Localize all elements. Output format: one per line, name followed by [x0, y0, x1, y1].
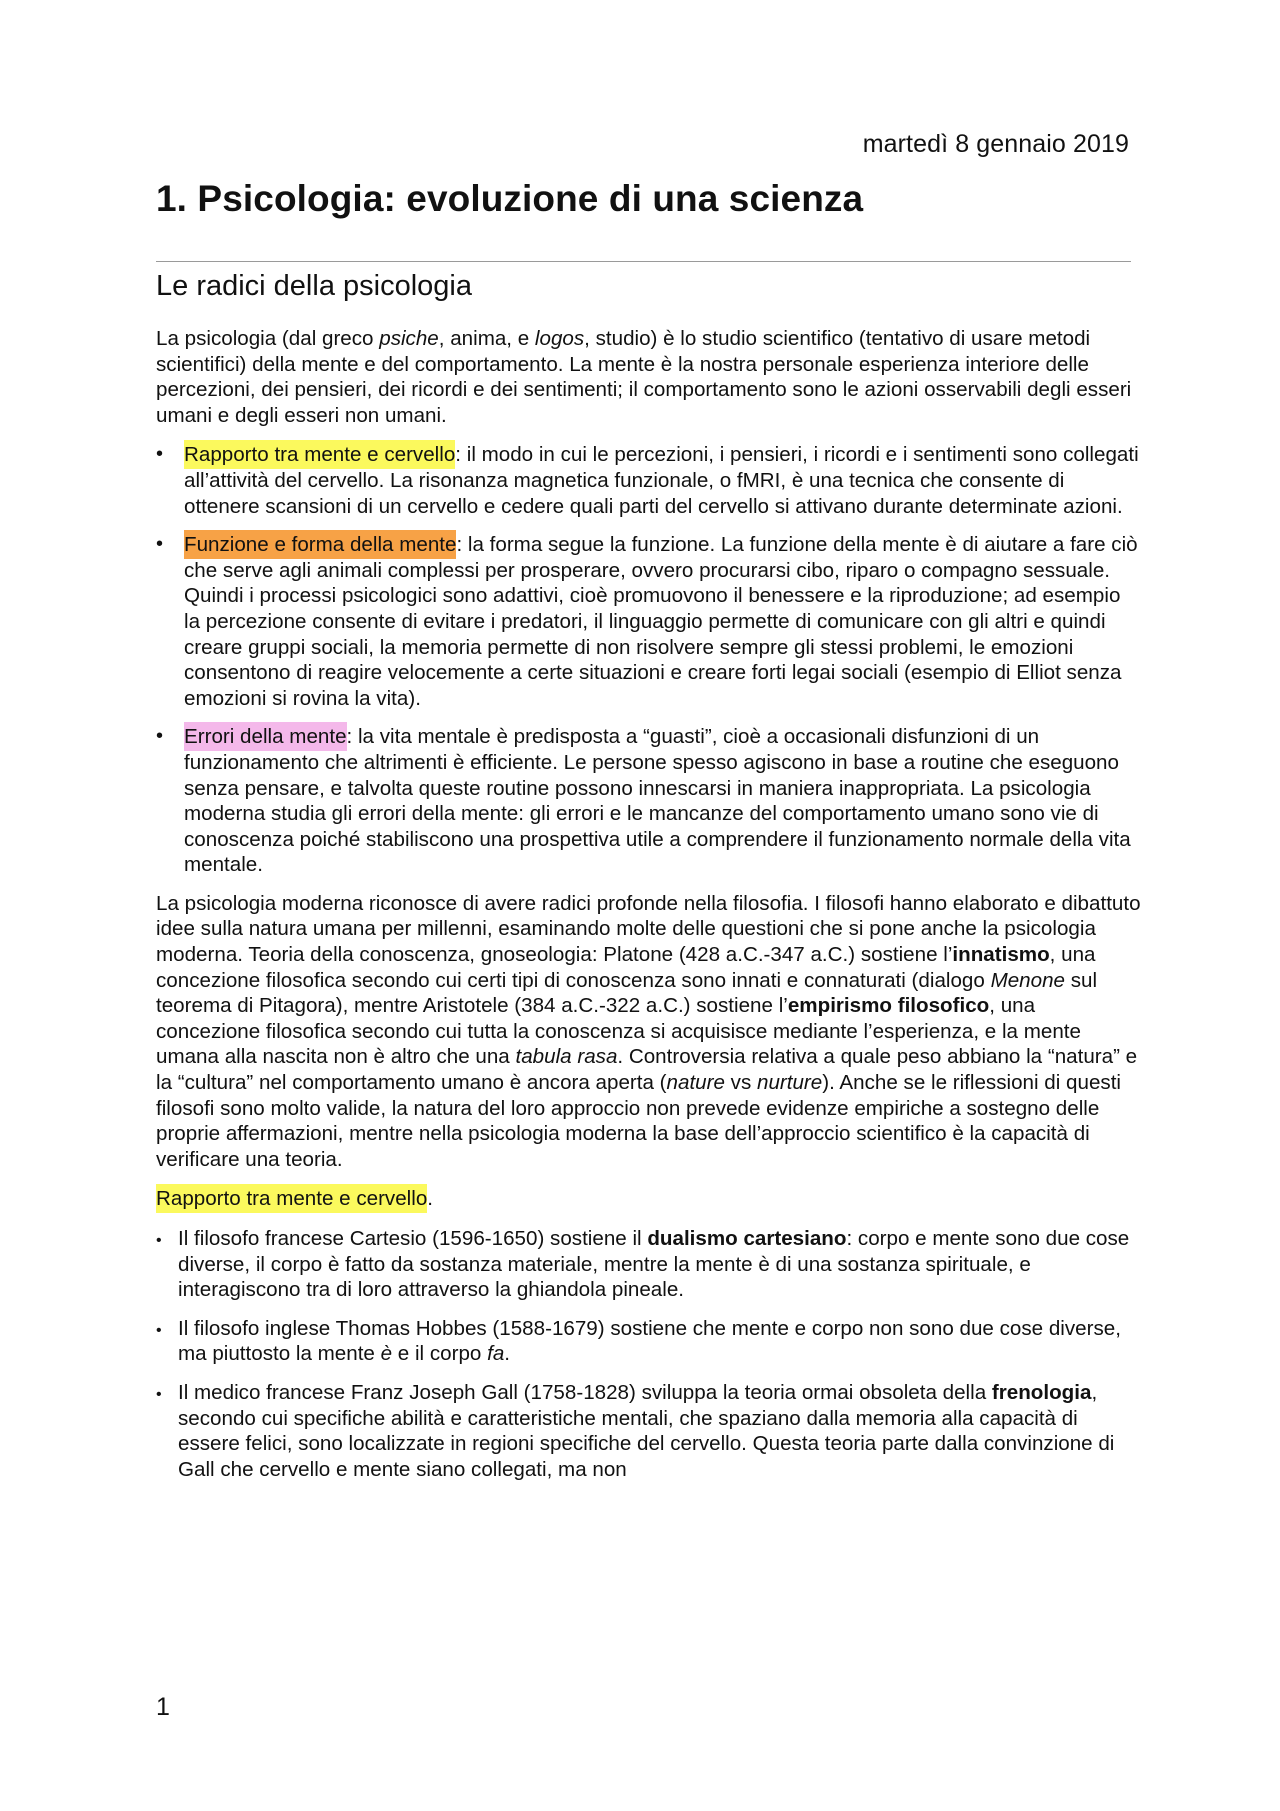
highlight-label: Funzione e forma della mente	[184, 530, 456, 559]
intro-text: , anima, e	[438, 327, 535, 350]
intro-text: , studio) è lo studio scientifico (tentativo di usare metodi scientifici) della mente e del comportamento. La mente è la nostra personale esperienza interiore delle percezioni, dei pensieri, dei ricordi e dei sentimenti; il comportamento sono le azioni osservabili degli esseri umani e degli esseri non umani.	[156, 327, 1132, 427]
italic-term: nurture	[756, 1071, 823, 1095]
highlight-label: Errori della mente	[184, 722, 347, 751]
intro-text: La psicologia (dal greco	[156, 327, 380, 350]
list-item-text: : la forma segue la funzione. La funzione della mente è di aiutare a fare ciò che serve agli animali complessi per prosperare, ovvero procurarsi cibo, riparo o compagno sessuale. Quindi i processi psicologici sono adattivi, cioè promuovono il benessere e la riproduzione; ad esempio la percezione consente di evitare i predatori, il linguaggio permette di comunicare con gli altri e quindi creare gruppi sociali, la memoria permette di non risolvere sempre gli stessi problemi, le emozioni consentono di reagire velocemente a certe situazioni e creare forti legai sociali (esempio di Elliot senza emozioni si rovina la vita).	[184, 533, 1138, 710]
document-date: martedì 8 gennaio 2019	[862, 130, 1129, 158]
list-item-text: : corpo e mente sono due cose diverse, il corpo è fatto da sostanza materiale, mentre la mente è di una sostanza spirituale, e interagiscono tra di loro attraverso la ghiandola pineale.	[178, 1227, 1130, 1302]
intro-italic-term: logos	[534, 327, 585, 350]
subheading-suffix: .	[427, 1187, 434, 1211]
highlight-label: Rapporto tra mente e cervello	[184, 440, 455, 469]
bold-term: dualismo cartesiano	[647, 1227, 847, 1250]
philosophy-paragraph	[156, 891, 1141, 1173]
page-number: 1	[156, 1693, 170, 1721]
list-item	[156, 1226, 1141, 1303]
section-title: Le radici della psicologia	[156, 270, 472, 302]
paragraph-text: vs	[724, 1071, 757, 1095]
list-item	[156, 1316, 1141, 1367]
list-item	[156, 1380, 1141, 1482]
bold-term: frenologia	[991, 1380, 1092, 1404]
list-item-text: , secondo cui specifiche abilità e caratteristiche mentali, che spaziano dalla memoria alla capacità di essere felici, sono localizzate in regioni specifiche del cervello. Questa teoria parte dalla convinzione di Gall che cervello e mente siano collegati, ma non	[178, 1380, 1115, 1481]
list-item-text: Il filosofo inglese Thomas Hobbes (1588-1679) sostiene che mente e corpo non sono due cose diverse, ma piuttosto la mente	[178, 1316, 1121, 1366]
paragraph-text: ). Anche se le riflessioni di questi filosofi sono molto valide, la natura del loro approccio non prevede evidenze empiriche a sostegno delle proprie affermazioni, mentre nella psicologia moderna la base dell’approccio scientifico è la capacità di verificare una teoria.	[156, 1071, 1122, 1171]
paragraph-text: , una concezione filosofica secondo cui tutta la conoscenza si acquisisce mediante l’esperienza, e la mente umana alla nascita non è altro che una	[156, 994, 1081, 1069]
paragraph-text: . Controversia relativa a quale peso abbiano la “natura” e la “cultura” nel comportamento umano è ancora aperta (	[156, 1045, 1138, 1095]
bold-term: innatismo	[952, 943, 1050, 967]
italic-term: Menone	[990, 968, 1065, 992]
italic-term: nature	[666, 1071, 725, 1095]
list-item-text: : la vita mentale è predisposta a “guasti”, cioè a occasionali disfunzioni di un funzionamento che altrimenti è efficiente. Le persone spesso agiscono in base a routine che eseguono senza pensare, e talvolta queste routine possono innescarsi in maniera inappropriata. La psicologia moderna studia gli errori della mente: gli errori e le mancanze del comportamento umano sono vie di conoscenza poiché stabiliscono una prospettiva utile a comprendere il funzionamento normale della vita mentale.	[184, 725, 1131, 877]
chapter-title: 1. Psicologia: evoluzione di una scienza	[156, 178, 864, 219]
list-item	[156, 442, 1141, 519]
concepts-list	[156, 442, 1141, 878]
intro-italic-term: psiche	[379, 327, 439, 350]
highlight-label: Rapporto tra mente e cervello	[156, 1184, 427, 1213]
list-item-text: .	[504, 1342, 511, 1366]
italic-term: fa	[487, 1342, 505, 1366]
intro-paragraph	[156, 326, 1141, 428]
list-item-text: : il modo in cui le percezioni, i pensieri, i ricordi e i sentimenti sono collegati all’attività del cervello. La risonanza magnetica funzionale, o fMRI, è una tecnica che consente di ottenere scansioni di un cervello e cedere quali parti del cervello si attivano durante determinate azioni.	[184, 443, 1139, 518]
title-divider	[156, 261, 1131, 262]
paragraph-text: La psicologia moderna riconosce di avere radici profonde nella filosofia. I filosofi hanno elaborato e dibattuto idee sulla natura umana per millenni, esaminando molte delle questioni che si pone anche la psicologia moderna. Teoria della conoscenza, gnoseologia: Platone (428 a.C.-347 a.C.) sostiene l’	[156, 891, 1141, 967]
list-item	[156, 532, 1141, 711]
italic-term: tabula rasa	[515, 1045, 618, 1069]
bold-term: empirismo filosofico	[787, 994, 990, 1018]
paragraph-text: sul teorema di Pitagora), mentre Aristotele (384 a.C.-322 a.C.) sostiene l’	[156, 968, 1098, 1018]
list-item	[156, 724, 1141, 878]
philosophers-list	[156, 1226, 1141, 1482]
list-item-text: e il corpo	[392, 1342, 488, 1366]
document-body	[156, 326, 1141, 1495]
list-item-text: Il filosofo francese Cartesio (1596-1650) sostiene il	[178, 1227, 648, 1250]
paragraph-text: , una concezione filosofica secondo cui certi tipi di conoscenza sono innati e connaturati (dialogo	[156, 943, 1096, 992]
italic-term: è	[380, 1342, 393, 1366]
list-item-text: Il medico francese Franz Joseph Gall (1758-1828) sviluppa la teoria ormai obsoleta della	[178, 1380, 992, 1404]
subheading	[156, 1186, 1141, 1212]
